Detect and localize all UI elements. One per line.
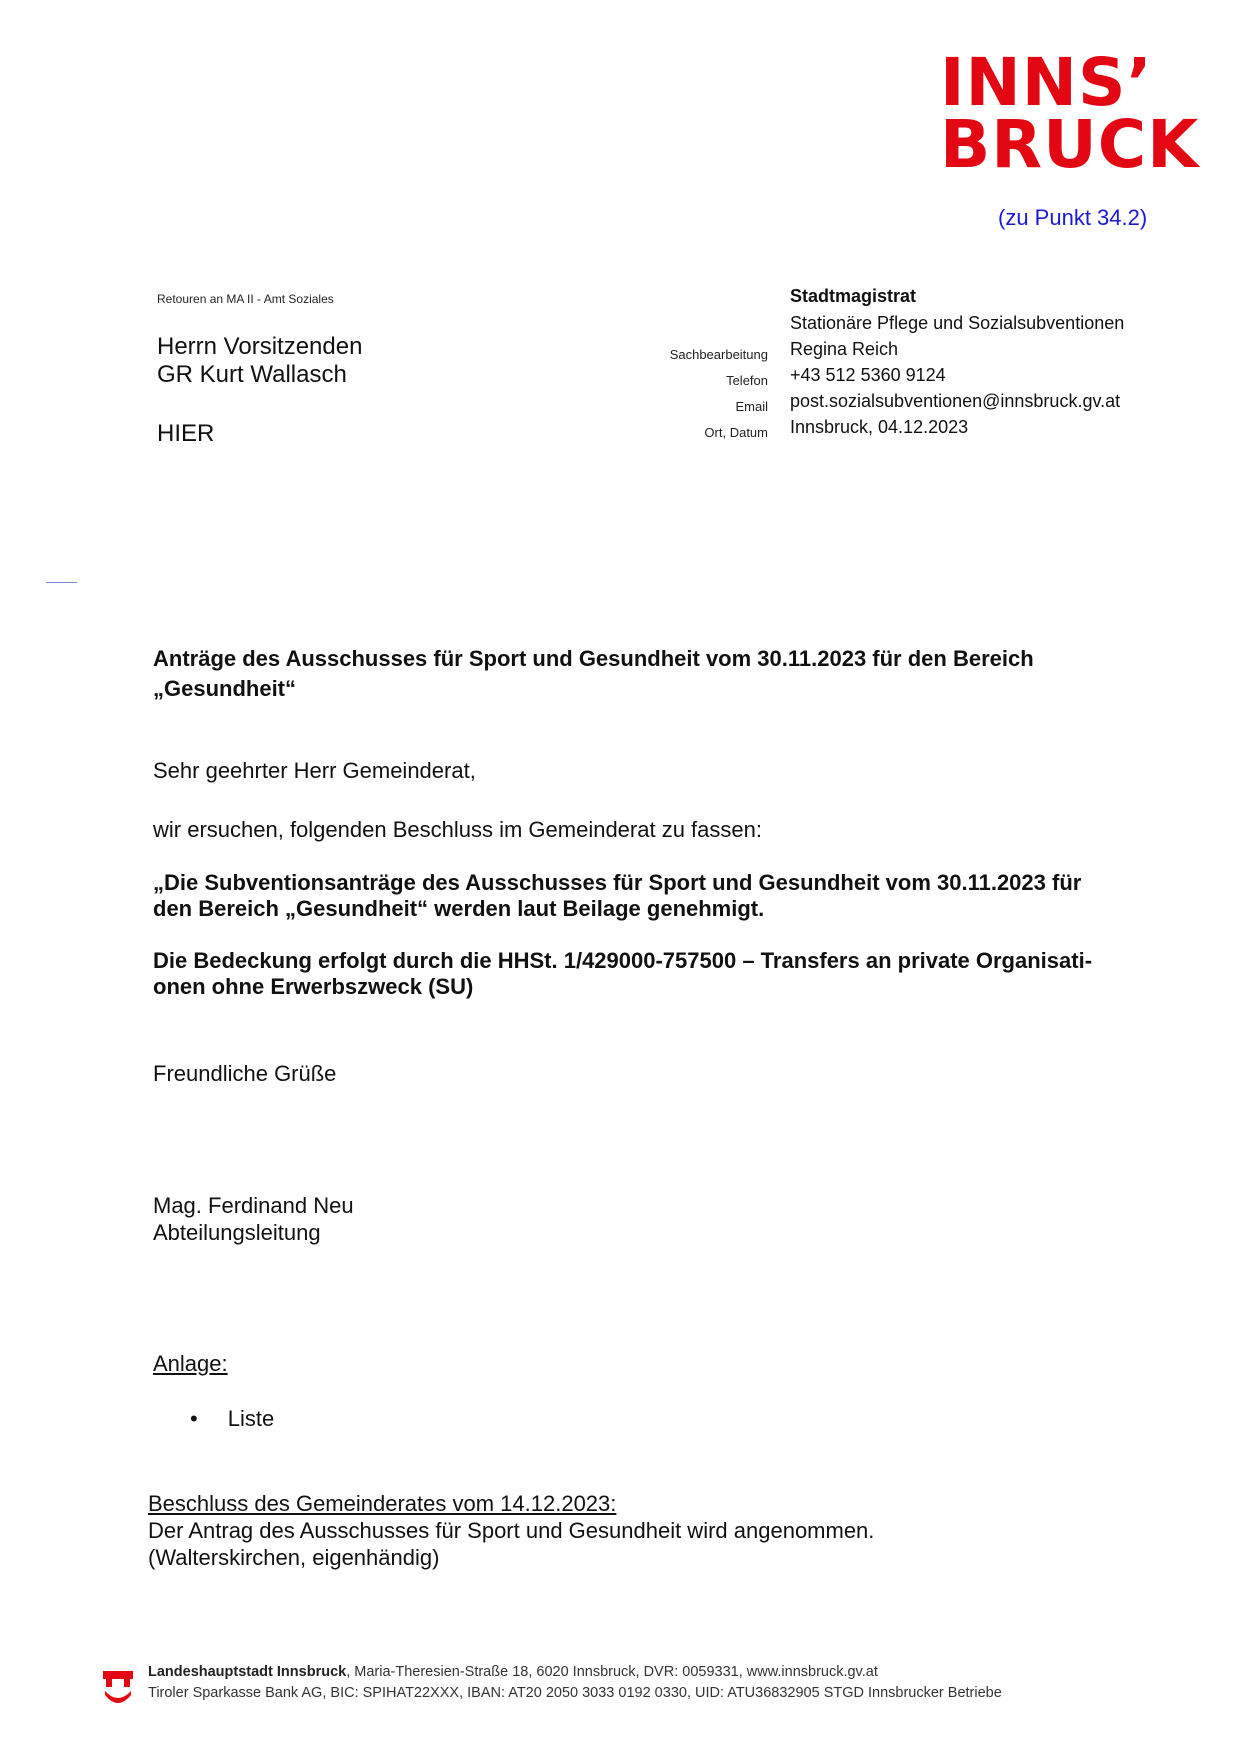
- request-text: wir ersuchen, folgenden Beschluss im Gemeinderat zu fassen:: [153, 817, 762, 842]
- decision-signature: (Walterskirchen, eigenhändig): [148, 1545, 440, 1570]
- sender-department: Stationäre Pflege und Sozialsubventionen: [790, 313, 1125, 333]
- resolution-1: [153, 870, 1081, 922]
- bullet-icon: •: [190, 1406, 198, 1431]
- subject-line-2: „Gesundheit“: [153, 676, 297, 701]
- label-place-date: Ort, Datum: [704, 425, 768, 440]
- label-email: Email: [735, 399, 768, 414]
- recipient-line-3: HIER: [157, 420, 215, 447]
- signer-name: Mag. Ferdinand Neu: [153, 1193, 354, 1218]
- recipient-line-2: GR Kurt Wallasch: [157, 361, 347, 388]
- label-caseworker: Sachbearbeitung: [669, 347, 768, 362]
- resolution-2: [153, 948, 1092, 1000]
- closing: Freundliche Grüße: [153, 1061, 337, 1086]
- attachment-item-label: Liste: [227, 1406, 275, 1431]
- footer-line-1: [148, 1664, 878, 1680]
- subject-line-1: Anträge des Ausschusses für Sport und Gesundheit vom 30.11.2023 für den Bereich: [153, 646, 1034, 671]
- signer-title: Abteilungsleitung: [153, 1220, 321, 1245]
- resolution-2-line-1: Die Bedeckung erfolgt durch die HHSt. 1/429000-757500 – Transfers an private Organisati-: [153, 948, 1093, 973]
- city-emblem-icon: [103, 1671, 133, 1707]
- footer-line-2: Tiroler Sparkasse Bank AG, BIC: SPIHAT22XXX, IBAN: AT20 2050 3033 0192 0330, UID: ATU36832905 STGD Innsbrucker Betriebe: [148, 1685, 1002, 1701]
- resolution-2-line-2: onen ohne Erwerbszweck (SU): [153, 974, 474, 999]
- salutation: Sehr geehrter Herr Gemeinderat,: [153, 758, 476, 783]
- value-place-date: Innsbruck, 04.12.2023: [790, 417, 969, 437]
- sender-office: Stadtmagistrat: [790, 286, 917, 306]
- return-address: Retouren an MA II - Amt Soziales: [157, 292, 334, 306]
- footer-address: , Maria-Theresien-Straße 18, 6020 Innsbruck, DVR: 0059331, www.innsbruck.gv.at: [346, 1664, 878, 1680]
- decision-text: Der Antrag des Ausschusses für Sport und Gesundheit wird angenommen.: [148, 1518, 875, 1543]
- logo-line-1: INNS’: [940, 44, 1153, 121]
- innsbruck-logo: [940, 44, 1200, 183]
- subject: [153, 644, 1143, 704]
- decision-heading: Beschluss des Gemeinderates vom 14.12.2023:: [148, 1491, 617, 1516]
- agenda-reference: (zu Punkt 34.2): [998, 205, 1148, 230]
- footer-city: Landeshauptstadt Innsbruck: [148, 1664, 347, 1680]
- value-phone: +43 512 5360 9124: [790, 365, 946, 385]
- recipient-line-1: Herrn Vorsitzenden: [157, 333, 363, 360]
- attachment-heading: Anlage:: [153, 1351, 228, 1376]
- attachment-item: [190, 1405, 274, 1432]
- value-caseworker: Regina Reich: [790, 339, 899, 359]
- label-phone: Telefon: [726, 373, 768, 388]
- fold-mark: [46, 582, 77, 583]
- resolution-1-line-1: „Die Subventionsanträge des Ausschusses für Sport und Gesundheit vom 30.11.2023 für: [153, 870, 1082, 895]
- logo-line-2: BRUCK: [940, 106, 1200, 183]
- value-email: post.sozialsubventionen@innsbruck.gv.at: [790, 391, 1121, 411]
- resolution-1-line-2: den Bereich „Gesundheit“ werden laut Beilage genehmigt.: [153, 896, 765, 921]
